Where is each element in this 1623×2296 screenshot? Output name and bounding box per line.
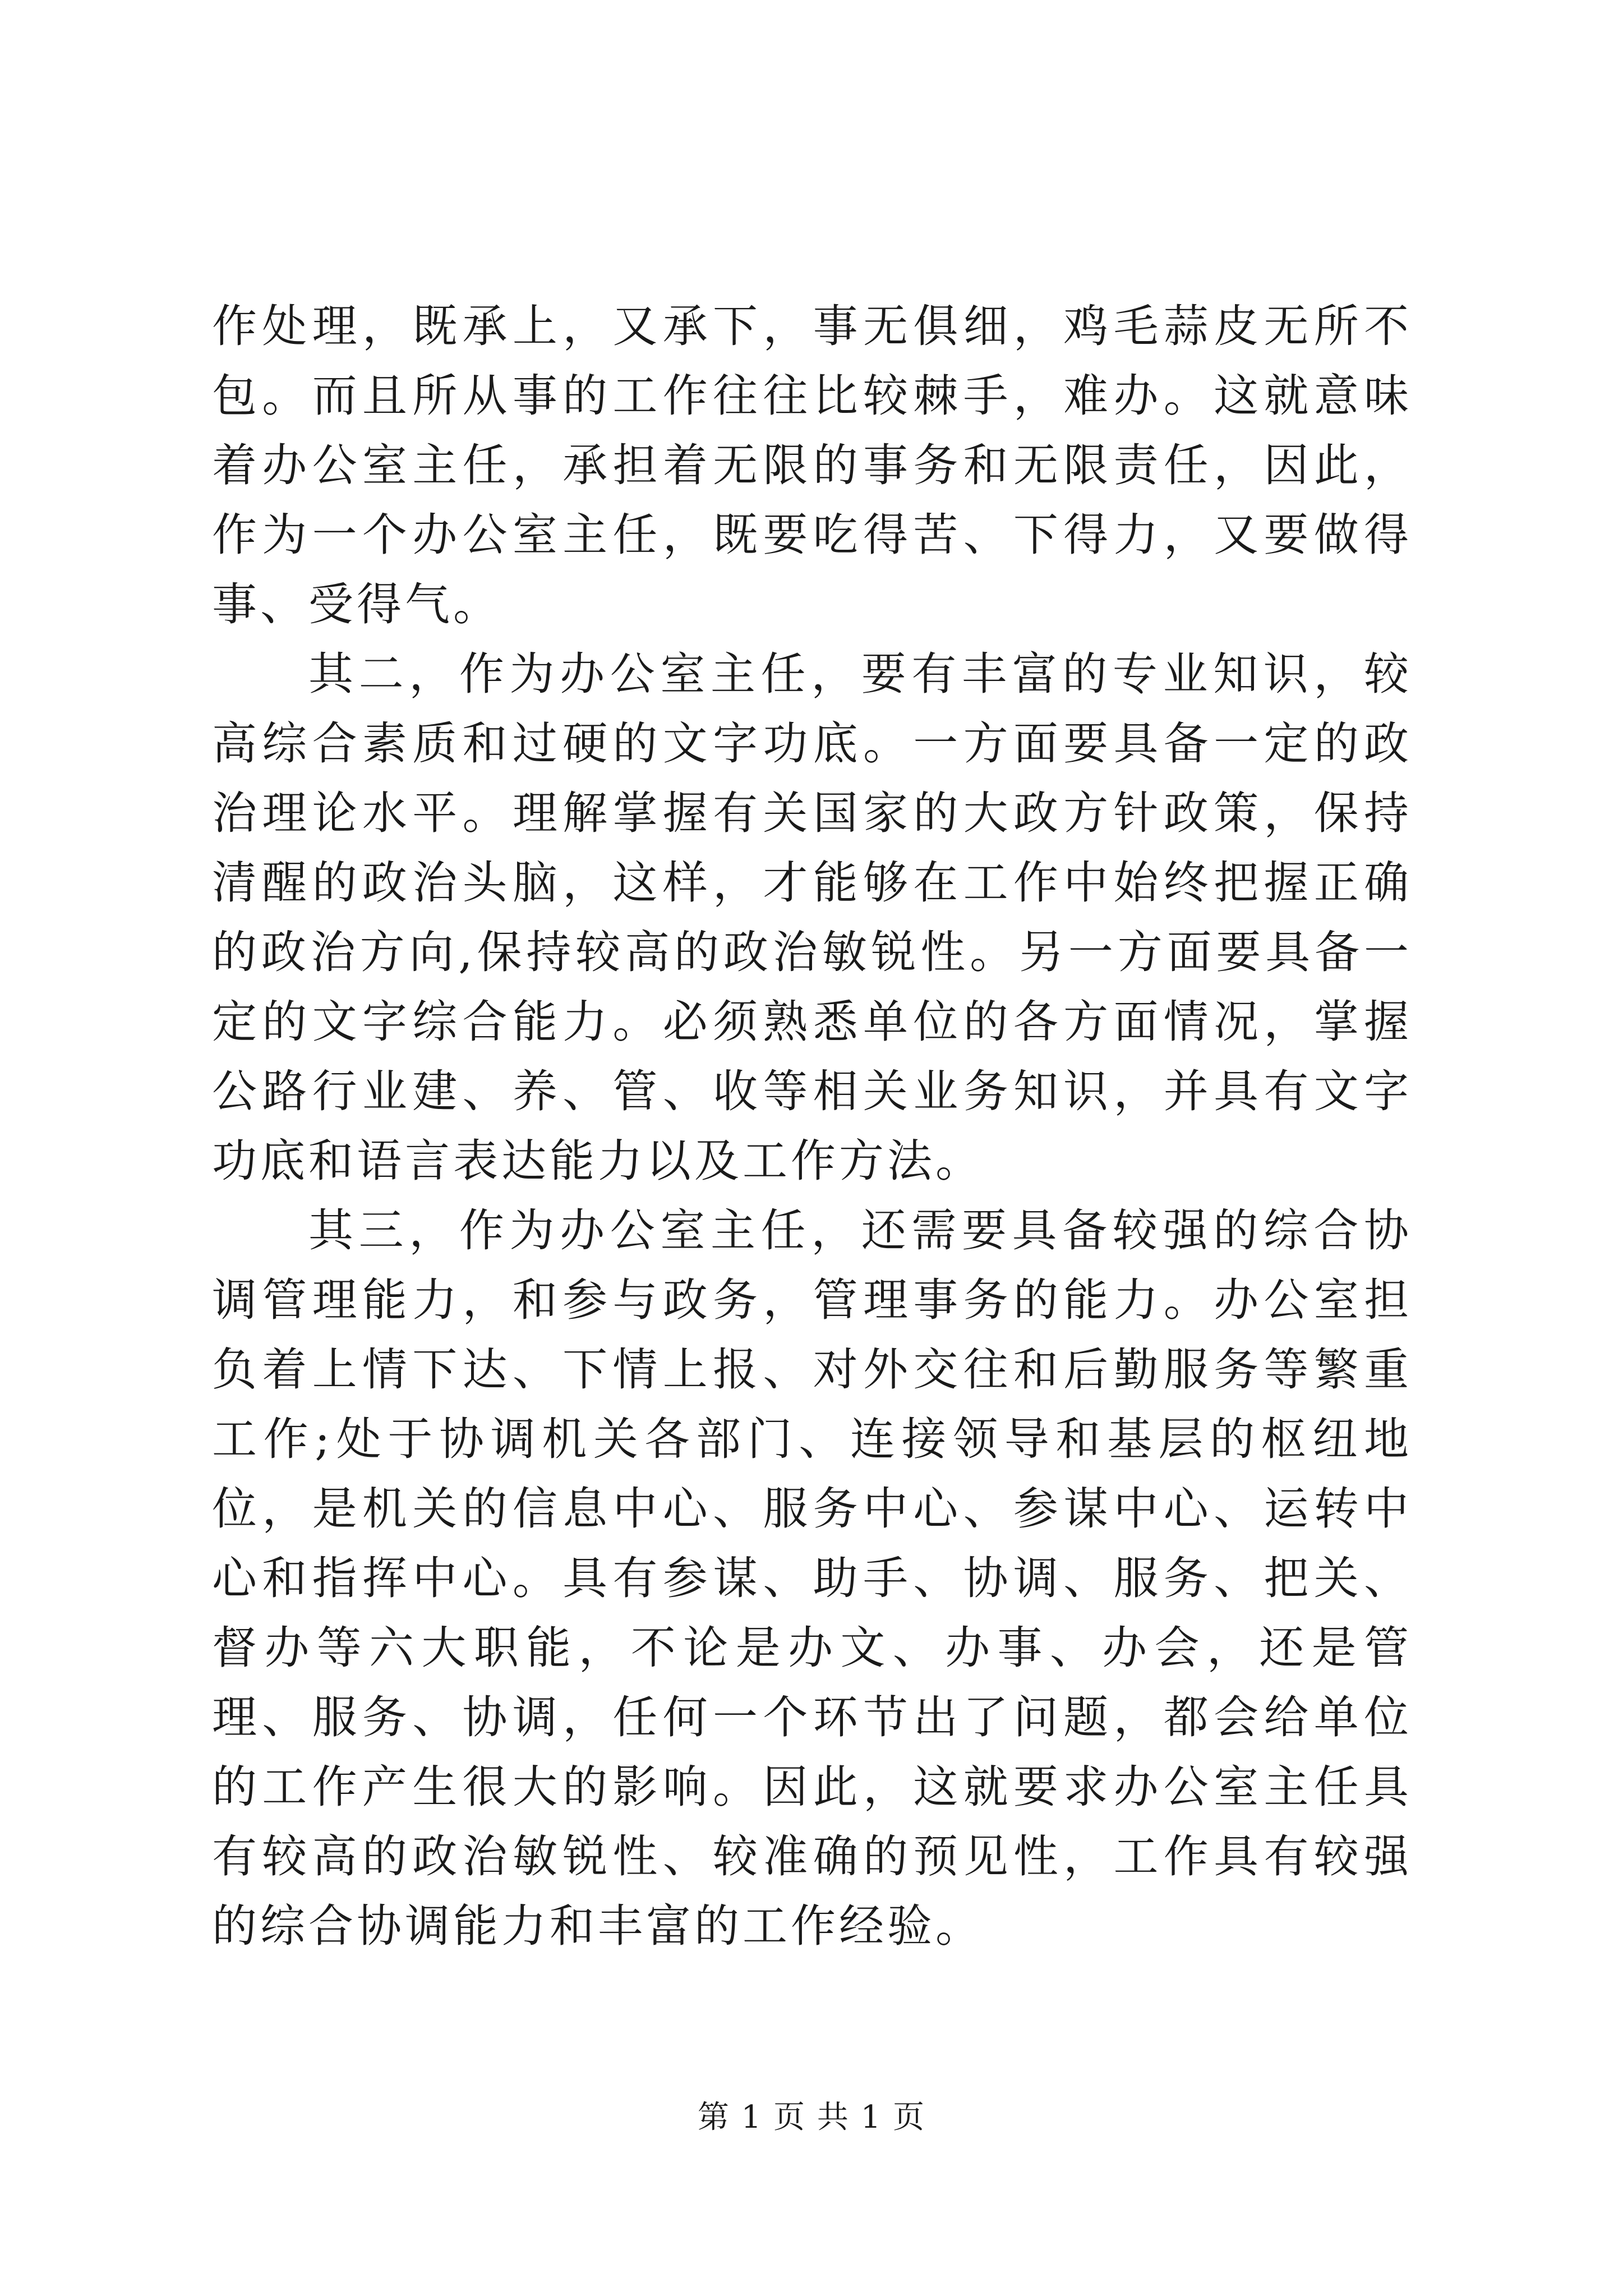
page-footer: 第 1 页 共 1 页 [697, 2099, 926, 2136]
document-body [212, 292, 1412, 1961]
paragraph-qi-er: 其二，作为办公室主任，要有丰富的专业知识，较高综合素质和过硬的文字功底。一方面要具备一定的政治理论水平。理解掌握有关国家的大政方针政策，保持清醒的政治头脑，这样，才能够在工作中始终把握正确的政治方向,保持较高的政治敏锐性。另一方面要具备一定的文字综合能力。必须熟悉单位的各方面情况，掌握公路行业建、养、管、收等相关业务知识，并具有文字功底和语言表达能力以及工作方法。 [212, 648, 1412, 1187]
paragraph-continuation: 作处理，既承上，又承下，事无俱细，鸡毛蒜皮无所不包。而且所从事的工作往往比较棘手，难办。这就意味着办公室主任，承担着无限的事务和无限责任，因此，作为一个办公室主任，既要吃得苦、下得力，又要做得事、受得气。 [212, 300, 1412, 631]
paragraph-qi-san: 其三，作为办公室主任，还需要具备较强的综合协调管理能力，和参与政务，管理事务的能力。办公室担负着上情下达、下情上报、对外交往和后勤服务等繁重工作;处于协调机关各部门、连接领导和基层的枢纽地位，是机关的信息中心、服务中心、参谋中心、运转中心和指挥中心。具有参谋、助手、协调、服务、把关、督办等六大职能，不论是办文、办事、办会，还是管理、服务、协调，任何一个环节出了问题，都会给单位的工作产生很大的影响。因此，这就要求办公室主任具有较高的政治敏锐性、较准确的预见性，工作具有较强的综合协调能力和丰富的工作经验。 [212, 1204, 1412, 1952]
